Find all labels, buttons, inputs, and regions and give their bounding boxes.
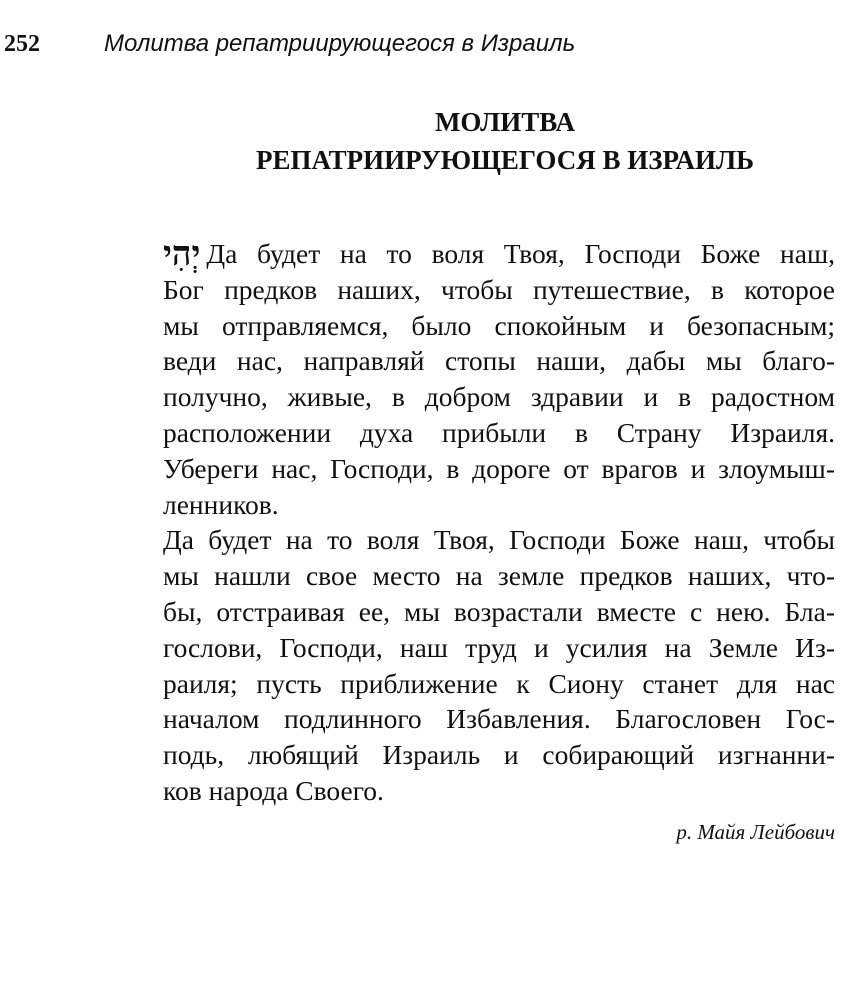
prayer-line: началом подлинного Избавления. Благословен Гос- (163, 703, 835, 735)
prayer-line-text: Да будет на то воля Твоя, Господи Боже наш, (206, 238, 835, 269)
prayer-line: мы нашли свое место на земле предков наших, что- (163, 560, 835, 592)
prayer-line: Бог предков наших, чтобы путешествие, в которое (163, 273, 835, 305)
prayer-line: подь, любящий Израиль и собирающий изгнанни- (163, 739, 835, 771)
prayer-line: ков народа Своего. (163, 774, 384, 806)
prayer-line: Да будет на то воля Твоя, Господи Боже наш, чтобы (163, 524, 835, 556)
page-header (4, 28, 844, 60)
prayer-line (163, 236, 835, 272)
prayer-line: бы, отстраивая ее, мы возрастали вместе с нею. Бла- (163, 595, 835, 627)
prayer-line: веди нас, направляй стопы наши, дабы мы благо- (163, 345, 835, 377)
prayer-line: раиля; пусть приближение к Сиону станет для нас (163, 667, 835, 699)
prayer-line: ленников. (163, 488, 279, 520)
author-signature: р. Майя Лейбович (676, 820, 835, 844)
prayer-line: расположении духа прибыли в Страну Израиля. (163, 416, 835, 448)
hebrew-word: יְהִי (163, 234, 201, 274)
prayer-line: получно, живые, в добром здравии и в радостном (163, 381, 835, 413)
title-line-1: МОЛИТВА (434, 107, 576, 137)
page-number: 252 (4, 31, 40, 57)
title-line-2: РЕПАТРИИРУЮЩЕГОСЯ В ИЗРАИЛЬ (256, 145, 754, 175)
prayer-text (163, 236, 835, 809)
prayer-line: мы отправляемся, было спокойным и безопасным; (163, 309, 835, 341)
running-title: Молитва репатриирующегося в Израиль (104, 30, 576, 57)
prayer-line: гослови, Господи, наш труд и усилия на Земле Из- (163, 631, 835, 663)
prayer-line: Убереги нас, Господи, в дороге от врагов и злоумыш- (163, 452, 835, 484)
